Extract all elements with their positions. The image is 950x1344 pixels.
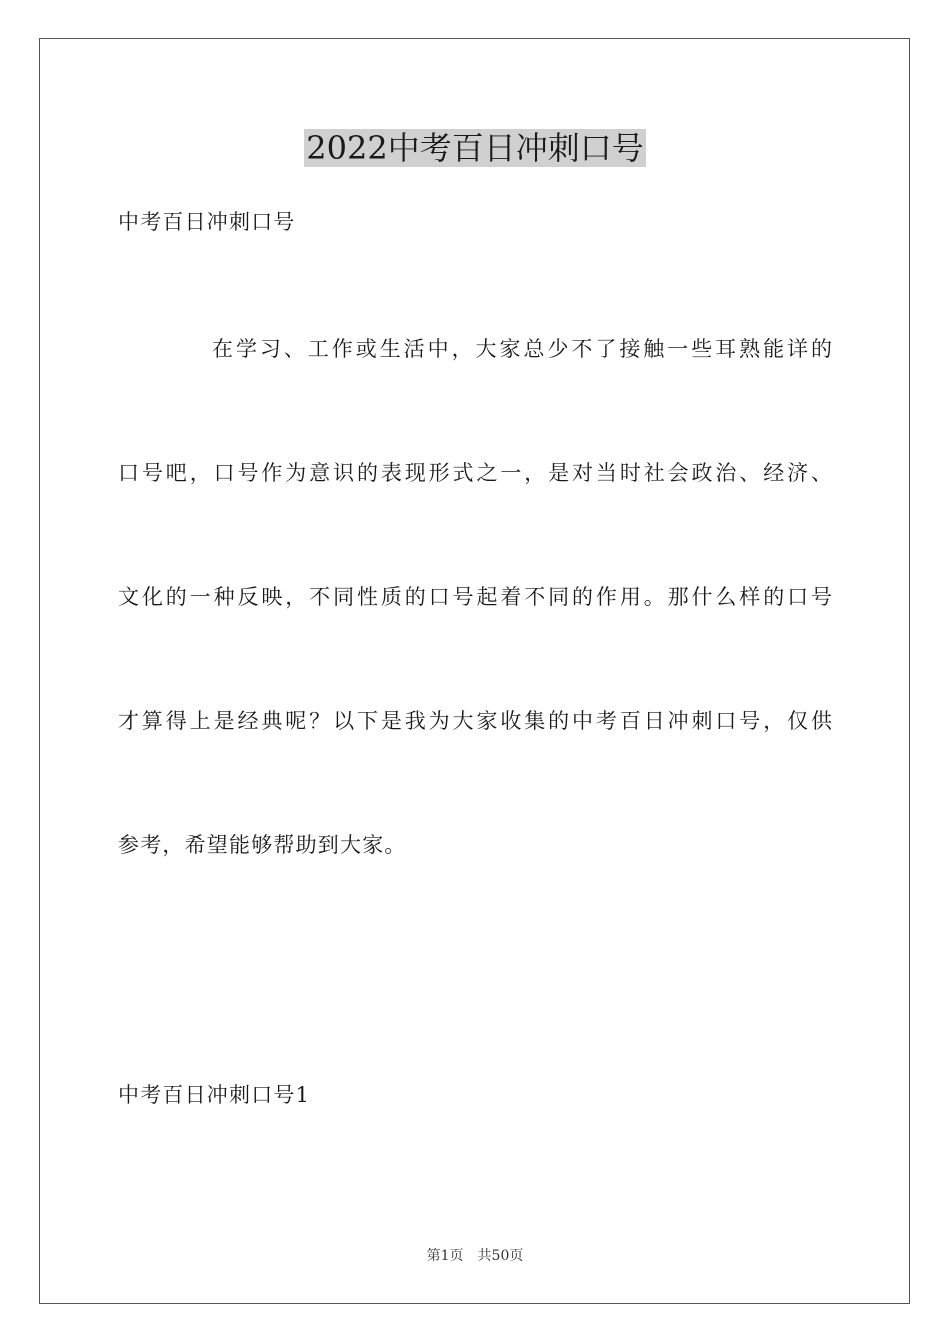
- section-heading: 中考百日冲刺口号1: [118, 1083, 311, 1107]
- document-subtitle: 中考百日冲刺口号: [118, 210, 296, 234]
- document-title: [0, 126, 950, 170]
- paragraph-line-5: 参考，希望能够帮助到大家。: [118, 833, 407, 857]
- paragraph-line-1: 在学习、工作或生活中，大家总少不了接触一些耳熟能详的: [212, 337, 832, 361]
- paragraph-line-4: 才算得上是经典呢？以下是我为大家收集的中考百日冲刺口号，仅供: [118, 709, 832, 733]
- paragraph-line-3: 文化的一种反映，不同性质的口号起着不同的作用。那什么样的口号: [118, 585, 832, 609]
- document-title-text: 2022中考百日冲刺口号: [306, 129, 644, 167]
- paragraph-line-2: 口号吧，口号作为意识的表现形式之一，是对当时社会政治、经济、: [118, 461, 832, 485]
- page-number-footer: 第1页 共50页: [426, 1248, 524, 1264]
